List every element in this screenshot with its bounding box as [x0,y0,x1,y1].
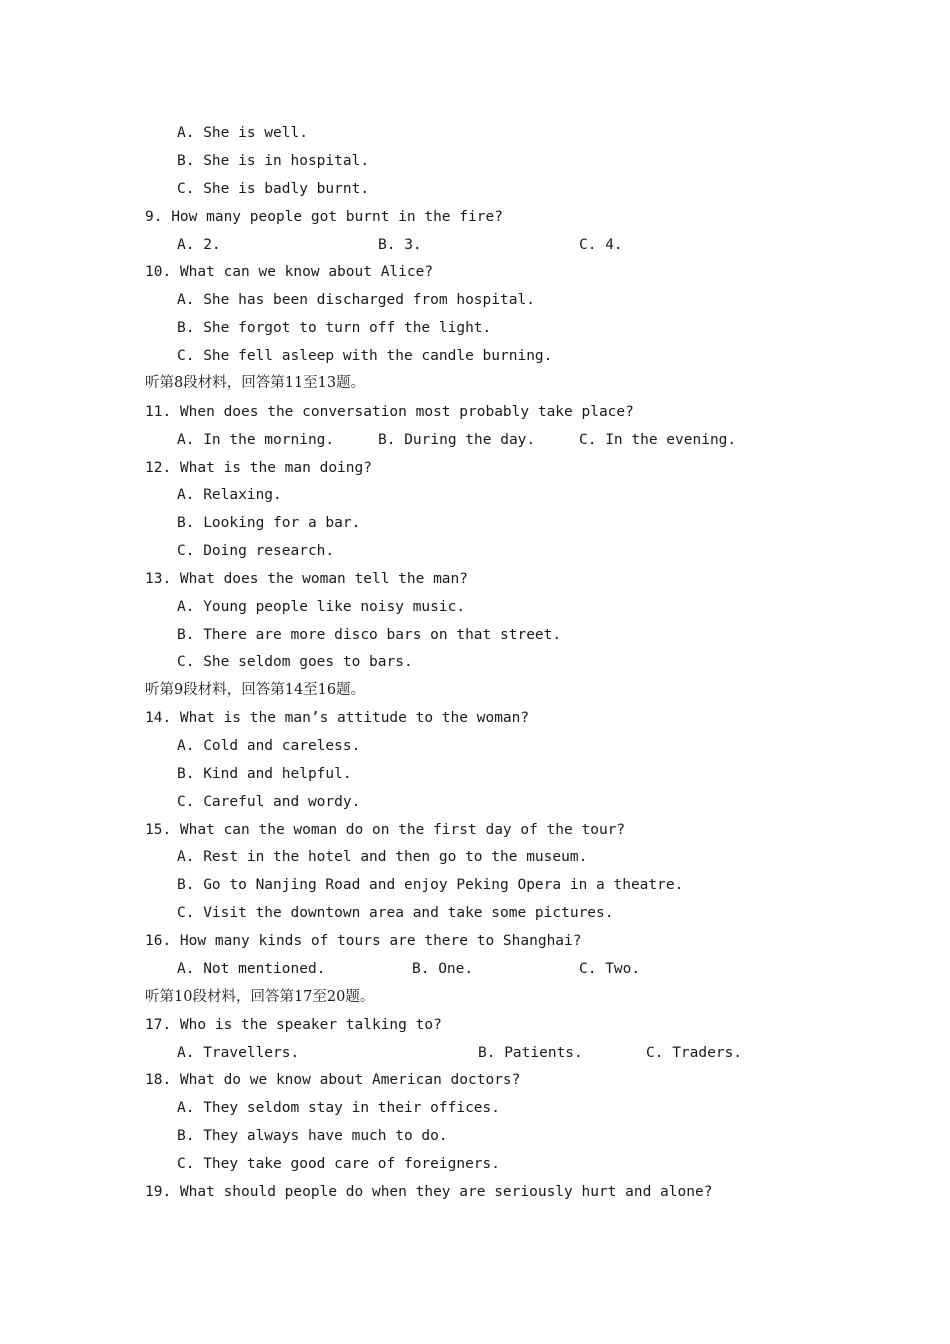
option-9a: A. 2. [177,237,221,253]
option-11b: B. During the day. [378,432,536,448]
option-14a: A. Cold and careless. [177,738,361,754]
question-12: 12. What is the man doing? [145,460,372,476]
option-17b: B. Patients. [478,1045,583,1061]
question-18: 18. What do we know about American doctors? [145,1072,521,1088]
section-10-heading: 听第10段材料，回答第17至20题。 [145,989,375,1005]
option-10b: B. She forgot to turn off the light. [177,320,492,336]
option-17c: C. Traders. [646,1045,743,1061]
option-14b: B. Kind and helpful. [177,766,352,782]
option-16a: A. Not mentioned. [177,961,326,977]
option-17a: A. Travellers. [177,1045,300,1061]
option-16b: B. One. [412,961,474,977]
section-8-heading: 听第8段材料，回答第11至13题。 [145,375,366,391]
question-11: 11. When does the conversation most probably take place? [145,404,634,420]
option-9c: C. 4. [579,237,623,253]
question-10: 10. What can we know about Alice? [145,264,434,280]
option-16c: C. Two. [579,961,641,977]
option-14c: C. Careful and wordy. [177,794,361,810]
question-19: 19. What should people do when they are seriously hurt and alone? [145,1184,713,1200]
option-11a: A. In the morning. [177,432,335,448]
option-12a: A. Relaxing. [177,487,282,503]
option-13b: B. There are more disco bars on that street. [177,627,562,643]
option-10c: C. She fell asleep with the candle burning. [177,348,553,364]
option-12c: C. Doing research. [177,543,335,559]
option-15c: C. Visit the downtown area and take some pictures. [177,905,614,921]
question-17: 17. Who is the speaker talking to? [145,1017,442,1033]
question-9: 9. How many people got burnt in the fire? [145,209,503,225]
question-16: 16. How many kinds of tours are there to Shanghai? [145,933,582,949]
section-9-heading: 听第9段材料，回答第14至16题。 [145,682,366,698]
option-18a: A. They seldom stay in their offices. [177,1100,501,1116]
option-13a: A. Young people like noisy music. [177,599,466,615]
option-12b: B. Looking for a bar. [177,515,361,531]
option-18c: C. They take good care of foreigners. [177,1156,501,1172]
question-15: 15. What can the woman do on the first day of the tour? [145,822,626,838]
option-13c: C. She seldom goes to bars. [177,654,413,670]
option-9b: B. 3. [378,237,422,253]
option-8c: C. She is badly burnt. [177,181,370,197]
option-10a: A. She has been discharged from hospital. [177,292,535,308]
option-11c: C. In the evening. [579,432,737,448]
question-14: 14. What is the man’s attitude to the woman? [145,710,530,726]
question-13: 13. What does the woman tell the man? [145,571,469,587]
option-15b: B. Go to Nanjing Road and enjoy Peking Opera in a theatre. [177,877,684,893]
option-8b: B. She is in hospital. [177,153,370,169]
option-18b: B. They always have much to do. [177,1128,448,1144]
option-8a: A. She is well. [177,125,308,141]
option-15a: A. Rest in the hotel and then go to the museum. [177,849,588,865]
